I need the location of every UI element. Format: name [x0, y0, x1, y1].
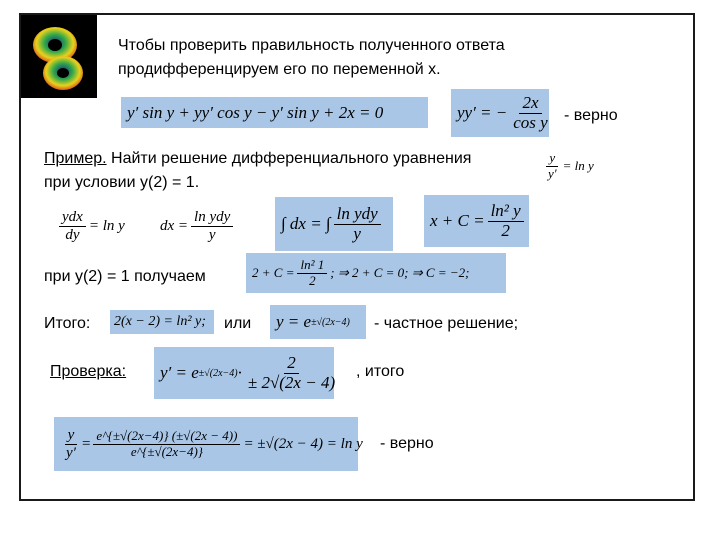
formula-final: $\frac{y}{y'}$ = $\frac{e\^{}\{\pm√(2x-4)\} (\pm√(2x - 4))}{e\^{}\{\pm√(2x-4)\}}$ = ±√(2x − 4) = ln y — [54, 417, 358, 471]
example-eq-rhs: = ln y — [562, 158, 594, 173]
formula-x-plus-c — [424, 195, 529, 247]
final-den: e^{±√(2x−4)} — [130, 443, 203, 459]
final-rhs: = ±√(2x − 4) = ln y — [243, 435, 363, 452]
step1-num: ydx — [59, 209, 86, 227]
example-rest: Найти решение дифференциального уравнения — [106, 150, 472, 167]
example-text — [44, 148, 471, 170]
final-num: e^{±√(2x−4)} (±√(2x − 4)) — [93, 429, 240, 444]
formula-yy-prime-lhs: yy′ = − — [457, 103, 508, 122]
step2-den: y — [208, 226, 216, 243]
final-yprime: y′ — [66, 444, 76, 461]
integral-den: y — [353, 223, 361, 243]
ili-text: или — [224, 315, 252, 332]
formula-derivative — [121, 97, 428, 128]
example-eq-num: y — [546, 151, 558, 166]
itog2-exp: ±√(2x−4) — [311, 316, 350, 328]
intro-line-2: продифференцируем его по переменной x. — [118, 61, 441, 78]
step2-lhs: dx = — [160, 217, 189, 234]
const-num: ln² 1 — [297, 258, 327, 273]
note-verno-1: - верно — [564, 107, 618, 124]
itogo-label: Итого: — [44, 315, 91, 332]
proverka-label: Проверка: — [50, 363, 127, 380]
step2-num: ln ydy — [191, 209, 233, 227]
chastnoe-text: - частное решение; — [374, 315, 519, 332]
example-eq-den: y′ — [548, 165, 557, 181]
example-equation — [542, 146, 594, 186]
itog2-base: y = e — [276, 312, 312, 331]
solution-step-1 — [56, 202, 125, 250]
formula-constant — [246, 253, 506, 293]
xc-num: ln² y — [488, 202, 524, 222]
condition-text: при y(2) = 1 получаем — [44, 268, 206, 285]
formula-yy-prime — [451, 89, 549, 137]
step1-den: dy — [65, 226, 80, 243]
check-num: 2 — [284, 354, 299, 374]
itogo2-text: , итого — [356, 363, 405, 380]
formula-yy-prime-den: cos y — [513, 112, 548, 132]
itog1-text: 2(x − 2) = ln² y; — [114, 314, 206, 329]
const-lhs: 2 + C = — [252, 265, 295, 280]
solution-step-2 — [160, 202, 236, 250]
formula-derivative-text: y′ sin y + yy′ cos y − y′ sin y + 2x = 0 — [127, 102, 384, 122]
example-condition: при условии y(2) = 1. — [44, 174, 200, 191]
check-dot: · — [237, 363, 242, 382]
xc-lhs: x + C = — [430, 211, 485, 230]
integral-num: ln ydy — [334, 205, 381, 225]
xc-den: 2 — [501, 220, 510, 240]
integral-lhs: ∫ dx = ∫ — [281, 214, 331, 233]
formula-check — [154, 347, 334, 399]
step1-rhs: = ln y — [88, 217, 125, 234]
formula-yy-prime-num: 2x — [519, 94, 541, 114]
check-den: ± 2√(2x − 4) — [247, 372, 336, 392]
check-exp: ±√(2x−4) — [198, 367, 238, 379]
logo-torus-image — [21, 15, 97, 98]
formula-itog-1 — [110, 310, 214, 334]
formula-integral — [275, 197, 393, 251]
note-verno-2: - верно — [380, 435, 434, 452]
const-rest: ; ⇒ 2 + C = 0; ⇒ C = −2; — [330, 265, 470, 280]
check-lhs: y′ = e — [160, 363, 199, 382]
example-label: Пример. — [44, 150, 107, 167]
final-y: y — [65, 427, 78, 445]
const-den: 2 — [309, 272, 316, 288]
formula-itog-2 — [270, 305, 366, 339]
intro-line-1: Чтобы проверить правильность полученного ответа — [118, 37, 505, 54]
